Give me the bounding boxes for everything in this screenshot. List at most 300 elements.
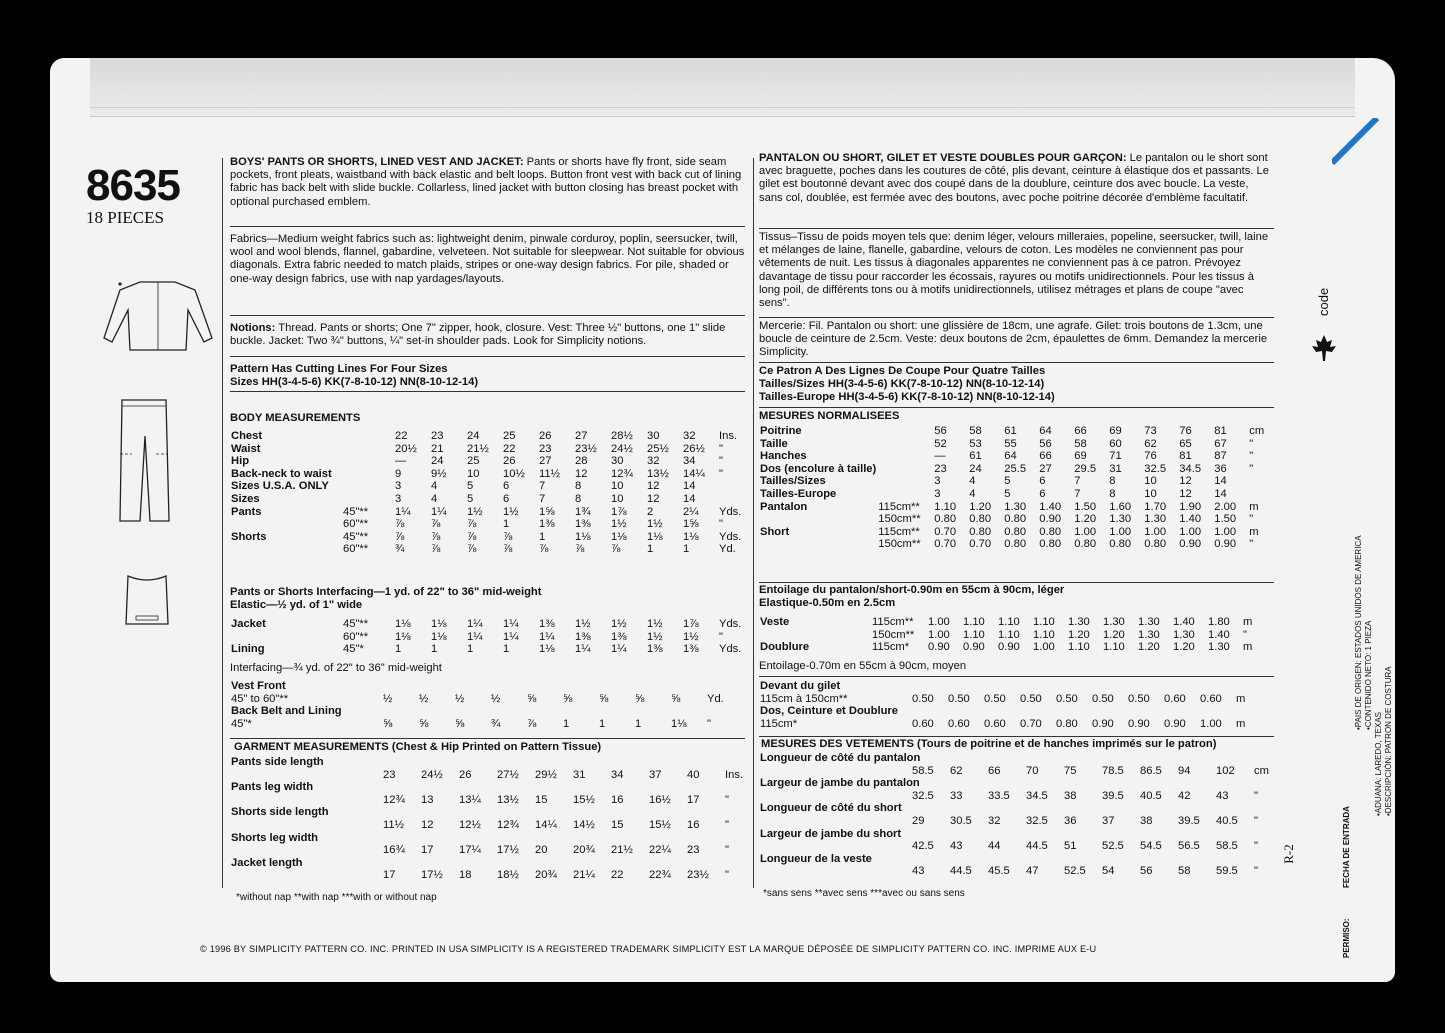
value-cell: 1 — [563, 717, 570, 730]
value-cell: 64 — [1004, 450, 1017, 463]
value-cell: 0.90 — [1128, 717, 1150, 730]
customs-strip — [1312, 118, 1393, 958]
value-cell: 58.5 — [912, 764, 934, 777]
value-cell: 1¼ — [611, 643, 627, 656]
value-cell: 1.30 — [1103, 616, 1125, 628]
spacer-cell — [759, 765, 911, 778]
row-sublabel — [342, 455, 394, 468]
value-cell: 0.60 — [1200, 692, 1222, 705]
value-cell: 1¼ — [431, 505, 447, 518]
value-cell: 56 — [1140, 865, 1153, 878]
value-cell: ⅞ — [431, 530, 441, 543]
vest-back-sketch-icon — [122, 570, 172, 630]
value-cell: 14 — [683, 492, 696, 505]
value-cell: 43 — [950, 840, 963, 853]
value-cell: ⅞ — [395, 530, 405, 543]
unit-cell — [1248, 488, 1274, 501]
unit-cell: " — [719, 630, 723, 643]
row-label — [759, 629, 871, 642]
value-cell: 52 — [934, 437, 947, 450]
table-row — [230, 794, 745, 807]
value-cell: 24½ — [611, 442, 633, 455]
value-cell: 1.00 — [1074, 525, 1097, 538]
value-cell: 12 — [421, 818, 434, 831]
row-label: Devant du gilet — [760, 680, 841, 692]
table-row — [230, 468, 745, 481]
row-sublabel — [342, 443, 394, 456]
english-interfacing — [230, 586, 745, 612]
value-cell: 9 — [395, 467, 402, 480]
center-divider — [753, 158, 754, 888]
table-row — [759, 752, 1274, 765]
value-cell: 40.5 — [1216, 814, 1238, 827]
value-cell: 23 — [431, 430, 444, 442]
table-row — [230, 857, 745, 870]
value-cell: 56.5 — [1178, 840, 1200, 853]
unit-cell: Yd. — [707, 692, 724, 705]
table-row — [230, 543, 745, 556]
table-row — [230, 430, 745, 443]
value-cell: 60 — [1109, 437, 1122, 450]
row-label: Back-neck to waist — [231, 467, 332, 480]
row-label: Pantalon — [760, 500, 808, 513]
value-cell: 22 — [611, 869, 624, 882]
value-cell: 1¼ — [539, 630, 555, 643]
value-cell: 4 — [431, 480, 438, 493]
value-cell: 7 — [1074, 487, 1081, 500]
value-cell: 64 — [1039, 425, 1052, 437]
row-sublabel: 150cm** — [878, 513, 921, 526]
table-row — [759, 526, 1274, 539]
interfacing-text: Pants or Shorts Interfacing—1 yd. of 22" to 36" mid-weight — [230, 586, 542, 598]
fr-cutting-line-3: Tailles-Europe HH(3-4-5-6) KK(7-8-10-12) NN(8-10-12-14) — [759, 391, 1055, 404]
value-cell: 0.50 — [948, 692, 970, 705]
value-cell: 27½ — [497, 768, 519, 781]
value-cell: 4 — [969, 475, 976, 488]
value-cell: 24 — [467, 430, 480, 442]
entry-date-label: FECHA DE ENTRADA — [1342, 806, 1351, 888]
row-label — [759, 513, 877, 526]
garment-label: Largeur de jambe du pantalon — [760, 777, 920, 790]
unit-cell: " — [719, 455, 723, 468]
value-cell: 22 — [503, 442, 516, 455]
value-cell: 43 — [1216, 789, 1229, 802]
value-cell: 30 — [611, 455, 624, 468]
value-cell: ½ — [491, 692, 501, 705]
value-cell: 70 — [1026, 764, 1039, 777]
table-row — [759, 680, 1274, 693]
value-cell: 6 — [503, 492, 510, 505]
spacer-cell — [230, 844, 382, 857]
value-cell: 1.10 — [934, 500, 957, 513]
value-cell: 1.60 — [1109, 500, 1132, 513]
row-label: Taille — [760, 437, 788, 450]
value-cell: 1.40 — [1039, 500, 1062, 513]
row-label: 45"* — [231, 717, 252, 730]
value-cell: 5 — [1004, 475, 1011, 488]
value-cell: 13½ — [497, 793, 519, 806]
value-cell: 1.30 — [1173, 628, 1195, 641]
value-cell: 38 — [1140, 814, 1153, 827]
value-cell: 75 — [1064, 764, 1077, 777]
value-cell: 67 — [1214, 437, 1227, 450]
value-cell: 1 — [647, 543, 654, 556]
value-cell: 1.00 — [1144, 525, 1167, 538]
value-cell: ¾ — [491, 717, 501, 730]
table-row — [759, 438, 1274, 451]
table-row — [230, 518, 745, 531]
row-label: Shorts — [231, 530, 267, 543]
value-cell: ⅞ — [395, 518, 405, 531]
row-label: 115cm* — [760, 717, 798, 730]
value-cell: 14 — [1214, 475, 1227, 488]
value-cell: 0.90 — [928, 641, 950, 654]
spacer-cell — [230, 794, 382, 807]
value-cell: 86.5 — [1140, 764, 1162, 777]
french-garment-table — [759, 752, 1274, 878]
table-row — [230, 531, 745, 544]
value-cell: 17 — [383, 869, 396, 882]
value-cell: ½ — [455, 692, 465, 705]
value-cell: 0.70 — [1020, 717, 1042, 730]
value-cell: 59.5 — [1216, 865, 1238, 878]
row-sublabel: 45"** — [343, 618, 369, 630]
value-cell: 17½ — [497, 844, 519, 857]
value-cell: 7 — [539, 480, 546, 493]
unit-cell: m — [1249, 525, 1259, 538]
french-description — [759, 152, 1274, 205]
table-row — [759, 475, 1274, 488]
value-cell: 1.00 — [928, 628, 950, 641]
english-title: BOYS' PANTS OR SHORTS, LINED VEST AND JACKET: — [230, 156, 524, 168]
spacer-cell — [230, 869, 382, 882]
unit-cell: " — [1249, 513, 1254, 526]
value-cell: 1.10 — [1033, 628, 1055, 641]
value-cell: 0.60 — [948, 717, 970, 730]
row-sublabel: 115cm** — [878, 525, 920, 538]
value-cell: 7 — [1074, 475, 1081, 488]
divider — [759, 736, 1274, 737]
value-cell: 23½ — [687, 869, 709, 882]
value-cell: 1.40 — [1208, 628, 1230, 641]
table-row — [230, 781, 745, 794]
value-cell: 0.60 — [1164, 692, 1186, 705]
value-cell: 1.00 — [928, 616, 950, 628]
value-cell: 58 — [969, 425, 982, 437]
value-cell: 15½ — [649, 818, 671, 831]
french-vest-table — [759, 680, 1274, 730]
value-cell: 12 — [575, 467, 588, 480]
table-row — [230, 493, 745, 506]
value-cell: 0.80 — [934, 513, 957, 526]
unit-cell: " — [725, 869, 729, 882]
value-cell: ⅞ — [539, 543, 549, 556]
value-cell: ⅞ — [431, 518, 441, 531]
value-cell: 25.5 — [1004, 462, 1027, 475]
value-cell: ⅞ — [467, 518, 477, 531]
unit-cell: " — [1249, 450, 1254, 463]
pattern-pieces: 18 PIECES — [86, 208, 164, 227]
value-cell: 0.80 — [1144, 538, 1167, 551]
value-cell: 47 — [1026, 865, 1039, 878]
value-cell: 1⅛ — [683, 530, 699, 543]
value-cell: 0.80 — [969, 513, 992, 526]
value-cell: 36 — [1064, 814, 1077, 827]
value-cell: 22¼ — [649, 844, 671, 857]
value-cell: 15½ — [573, 793, 595, 806]
value-cell: 0.80 — [1039, 525, 1062, 538]
value-cell: 1.00 — [1214, 525, 1237, 538]
value-cell: 12 — [647, 492, 660, 505]
garment-label: Pants leg width — [231, 781, 314, 794]
value-cell: 3 — [395, 480, 402, 493]
unit-cell: " — [1249, 437, 1254, 450]
notions-label: Notions: — [230, 322, 276, 334]
row-sublabel: 150cm** — [878, 538, 921, 551]
row-label: Sizes — [231, 492, 260, 505]
value-cell: ⅝ — [527, 692, 537, 705]
value-cell: 1.00 — [1109, 525, 1132, 538]
unit-cell: cm — [1254, 764, 1269, 777]
value-cell: 30 — [647, 430, 660, 442]
value-cell: 17 — [687, 793, 700, 806]
value-cell: 10 — [1144, 475, 1157, 488]
unit-cell — [718, 480, 745, 493]
row-sublabel — [877, 475, 933, 488]
value-cell: 62 — [950, 764, 963, 777]
value-cell: 8 — [1109, 487, 1116, 500]
customs-desc: •DESCRIPCIÓN: PATRON DE COSTURA — [1384, 666, 1393, 816]
table-row — [759, 840, 1274, 853]
value-cell: 18½ — [497, 869, 519, 882]
english-column — [230, 156, 745, 209]
value-cell: 55 — [1004, 437, 1017, 450]
value-cell: 23 — [934, 462, 947, 475]
value-cell: 1¼ — [467, 630, 483, 643]
row-sublabel — [877, 438, 933, 451]
value-cell: 0.50 — [984, 692, 1006, 705]
unit-cell: Yds. — [719, 618, 742, 630]
value-cell: 2¼ — [683, 505, 699, 518]
pattern-number: 8635 — [86, 161, 180, 210]
row-label — [230, 631, 342, 644]
value-cell: 32.5 — [1026, 814, 1048, 827]
value-cell: ⅝ — [563, 692, 573, 705]
table-row — [759, 765, 1274, 778]
value-cell: 0.90 — [1092, 717, 1114, 730]
garment-label: Longueur de côté du pantalon — [760, 752, 921, 764]
pants-sketch-icon — [114, 396, 174, 526]
french-mercerie — [759, 320, 1274, 360]
value-cell: 1¼ — [575, 643, 591, 656]
value-cell: 1.80 — [1208, 616, 1230, 628]
table-row — [230, 618, 745, 631]
value-cell: 14¼ — [683, 467, 705, 480]
value-cell: 52.5 — [1064, 865, 1086, 878]
row-label: Pants — [231, 505, 262, 518]
french-footnote: *sans sens **avec sens ***avec ou sans sens — [763, 888, 965, 899]
unit-cell: " — [1249, 462, 1254, 475]
french-column — [759, 152, 1274, 205]
value-cell: 11½ — [539, 467, 560, 480]
value-cell: 42.5 — [912, 840, 934, 853]
value-cell: 1⅜ — [611, 630, 627, 643]
copyright-footer: © 1996 BY SIMPLICITY PATTERN CO. INC. PRINTED IN USA SIMPLICITY IS A REGISTERED TRADEMARK SIMPLICITY EST LA MARQUE DÉPOSÉE DE SIMPLICITY PATTERN CO. INC. IMPRIME AUX E-U — [200, 944, 1097, 954]
english-jacket-table — [230, 618, 745, 656]
table-row — [759, 693, 1274, 706]
notions-text: Thread. Pants or shorts; One 7" zipper, hook, closure. Vest: Three ½" buttons, one 1" slide buckle. Jacket: Two ¾" buttons, ¼" set-in shoulder pads. Look for Simplicity notions. — [230, 322, 726, 348]
row-sublabel — [877, 463, 933, 476]
value-cell: ⅞ — [503, 543, 513, 556]
value-cell: 15 — [611, 818, 624, 831]
value-cell: 1.40 — [1179, 513, 1202, 526]
value-cell: 1.30 — [1068, 616, 1090, 628]
value-cell: 1.00 — [1033, 641, 1055, 654]
value-cell: 18 — [459, 869, 472, 882]
value-cell: 1⅛ — [575, 530, 591, 543]
row-label: Lining — [231, 643, 265, 656]
value-cell: ½ — [383, 692, 393, 705]
table-row — [230, 718, 745, 731]
value-cell: 12 — [1179, 475, 1192, 488]
value-cell: 56 — [1039, 437, 1052, 450]
garment-label: Pants side length — [231, 756, 324, 768]
row-label — [759, 538, 877, 551]
table-row — [759, 629, 1274, 642]
french-desc-text: Le pantalon ou le short sont avec braguette, poches dans les coutures de côté, plis devant, ceinture à élastique dos et passants. Le gilet est boutonné devant avec dos coupé dans de la doublure, ceinture dos avec boucle. La veste, sans col, doublée, est fermée avec des boutons, avec poche poitrine décorée d'emblème facultatif. — [759, 152, 1269, 204]
value-cell: 28 — [575, 455, 588, 468]
value-cell: 22¾ — [649, 869, 671, 882]
table-row — [230, 832, 745, 845]
row-sublabel: 60"** — [343, 630, 369, 643]
value-cell: 27 — [539, 455, 552, 468]
value-cell: 1.20 — [1068, 628, 1090, 641]
garment-label: Shorts leg width — [231, 831, 319, 844]
value-cell: 1.00 — [1179, 525, 1202, 538]
value-cell: 1¼ — [395, 505, 411, 518]
value-cell: 1⅜ — [683, 643, 699, 656]
tissus-text: Tissus–Tissu de poids moyen tels que: denim léger, velours milleraies, popeline, seersucker, twill, laine et mélanges de laine, flanelle, gabardine, velours de coton. Les modèles ne conviennent pas pour vêtements de nuit. Les tissus à diagonales apparentes ne conviennent pas à ce patron. Prévoyez davantage de tissu pour raccorder les écossais, rayures ou motifs unidirectionnels. Pour les tissus à long poil, de différents tons ou à motifs unidirectionnels, utilisez métrages et plans de coupe "avec sens". — [759, 231, 1269, 310]
value-cell: 44.5 — [1026, 840, 1048, 853]
value-cell: 10 — [611, 480, 624, 493]
value-cell: 39.5 — [1102, 789, 1124, 802]
unit-cell: " — [1254, 789, 1258, 802]
unit-cell: m — [1243, 616, 1253, 628]
value-cell: 17 — [421, 844, 434, 857]
table-row — [230, 506, 745, 519]
table-row — [230, 680, 745, 693]
body-measurements-heading: BODY MEASUREMENTS — [230, 412, 361, 424]
value-cell: 3 — [934, 475, 941, 488]
french-tissus — [759, 231, 1274, 310]
row-sublabel — [342, 430, 394, 443]
value-cell: 12¾ — [383, 793, 405, 806]
table-row — [230, 705, 745, 718]
english-notions — [230, 322, 745, 348]
value-cell: 1.30 — [1138, 628, 1160, 641]
row-sublabel: 60"** — [343, 518, 369, 531]
value-cell: 1.10 — [1103, 641, 1125, 654]
value-cell: 32 — [683, 430, 696, 442]
value-cell: 6 — [503, 480, 510, 493]
table-row — [759, 802, 1274, 815]
value-cell: 1½ — [611, 518, 627, 531]
value-cell: 1 — [599, 717, 606, 730]
value-cell: 1.20 — [1103, 628, 1125, 641]
value-cell: 13 — [421, 793, 434, 806]
value-cell: 0.50 — [1056, 692, 1078, 705]
row-label: Dos (encolure à taille) — [760, 462, 877, 475]
spacer-cell — [230, 769, 382, 782]
garment-label: Largeur de jambe du short — [760, 827, 902, 840]
table-row — [759, 641, 1274, 654]
row-sublabel: 45"** — [343, 530, 369, 543]
spacer-cell — [759, 815, 911, 828]
row-sublabel — [342, 480, 394, 493]
table-row — [759, 777, 1274, 790]
value-cell: 33 — [950, 789, 963, 802]
english-vest-table — [230, 680, 745, 730]
value-cell: 1.10 — [998, 616, 1020, 628]
value-cell: ⅞ — [611, 543, 621, 556]
mesures-heading: MESURES NORMALISEES — [759, 410, 900, 422]
unit-cell: Ins. — [725, 768, 744, 781]
value-cell: 4 — [431, 492, 438, 505]
divider — [759, 362, 1274, 363]
value-cell: 5 — [467, 480, 474, 493]
value-cell: 1⅛ — [395, 618, 411, 630]
customs-content: •CONTENIDO NETO: 1 PIEZA — [1364, 620, 1373, 730]
value-cell: 20 — [535, 844, 548, 857]
table-row — [759, 815, 1274, 828]
value-cell: 1⅞ — [683, 618, 699, 630]
unit-cell: " — [707, 717, 711, 730]
value-cell: 0.70 — [934, 538, 957, 551]
row-label: Short — [760, 525, 790, 538]
divider — [230, 391, 745, 392]
value-cell: 3 — [395, 492, 402, 505]
french-title: PANTALON OU SHORT, GILET ET VESTE DOUBLES POUR GARÇON: — [759, 152, 1127, 164]
unit-cell: Yds. — [719, 643, 742, 656]
table-row — [759, 865, 1274, 878]
value-cell: 71 — [1109, 450, 1122, 463]
row-label — [230, 518, 342, 531]
row-label: Tailles/Sizes — [760, 475, 826, 488]
value-cell: 25 — [503, 430, 516, 442]
value-cell: 29½ — [535, 768, 557, 781]
value-cell: 1½ — [503, 505, 519, 518]
value-cell: 1½ — [647, 618, 663, 630]
value-cell: ⅝ — [419, 717, 429, 730]
unit-cell: " — [1249, 538, 1254, 551]
value-cell: 9½ — [431, 467, 447, 480]
value-cell: 1.30 — [1004, 500, 1027, 513]
value-cell: 42 — [1178, 789, 1191, 802]
row-label: 45" to 60"** — [231, 692, 289, 705]
value-cell: 94 — [1178, 764, 1191, 777]
maple-leaf-icon — [1310, 333, 1338, 363]
spacer-cell — [759, 840, 911, 853]
table-row — [230, 756, 745, 769]
value-cell: 1⅛ — [431, 630, 447, 643]
value-cell: 0.60 — [984, 717, 1006, 730]
row-label: Sizes U.S.A. ONLY — [231, 480, 329, 493]
value-cell: 56 — [934, 425, 947, 437]
value-cell: 40 — [687, 768, 700, 781]
value-cell: 0.80 — [1004, 525, 1027, 538]
garment-label: Longueur de côté du short — [760, 802, 902, 815]
value-cell: 0.70 — [934, 525, 957, 538]
